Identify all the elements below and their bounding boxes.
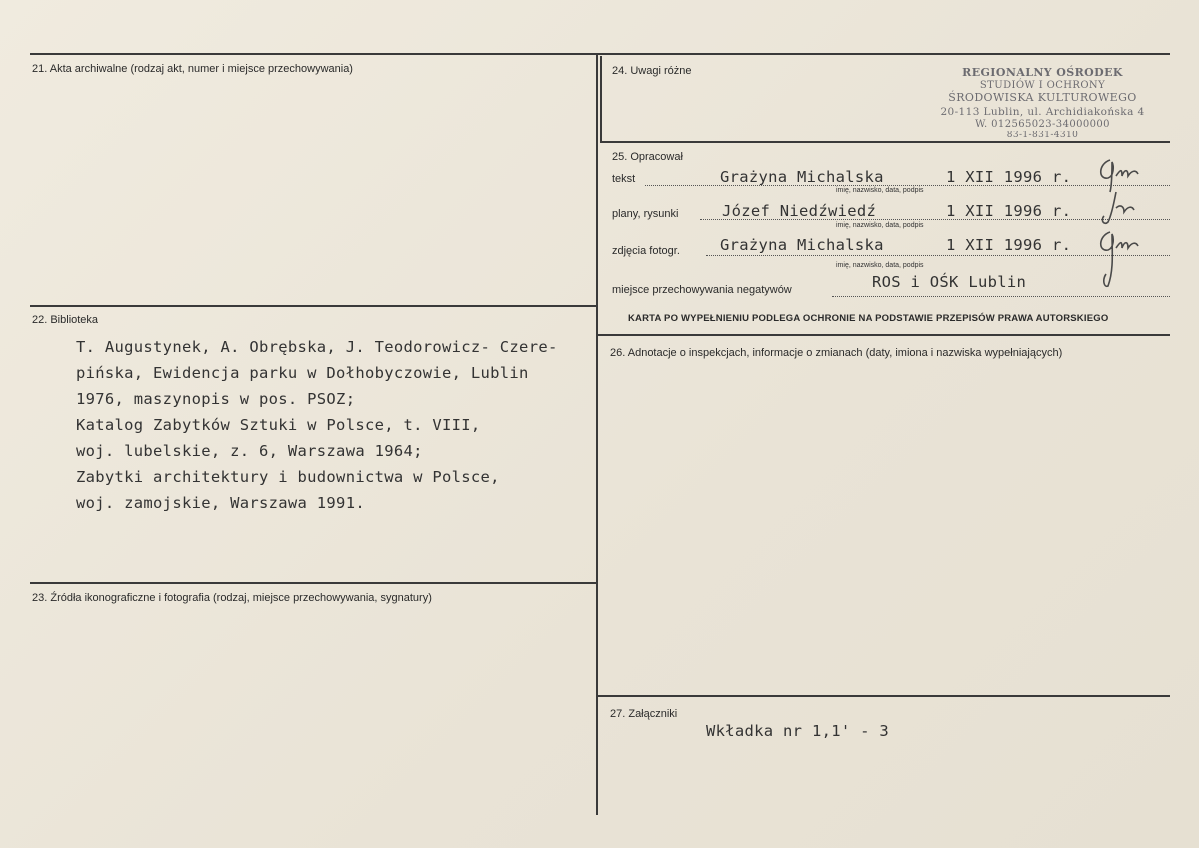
author-row-hint: imię, nazwisko, data, podpis: [836, 262, 924, 269]
signature-mark: [1094, 188, 1154, 228]
institution-stamp: [935, 66, 1150, 139]
stamp-line: 83-1-831-4310: [1006, 131, 1079, 139]
section-22-label: 22. Biblioteka: [32, 314, 99, 326]
rule-22-top: [30, 305, 598, 307]
rule-23-top: [30, 582, 598, 584]
author-row-label: zdjęcia fotogr.: [612, 245, 680, 257]
section-26-label: 26. Adnotacje o inspekcjach, informacje o zmianach (daty, imiona i nazwiska wypełniających): [610, 347, 1063, 359]
author-row-label: tekst: [612, 173, 636, 185]
copyright-notice: KARTA PO WYPEŁNIENIU PODLEGA OCHRONIE NA PODSTAWIE PRZEPISÓW PRAWA AUTORSKIEGO: [628, 313, 1109, 324]
right-block-edge: [600, 56, 602, 142]
author-row-name: Józef Niedźwiedź: [722, 202, 877, 220]
left-column-divider: [596, 53, 598, 815]
author-row-label: plany, rysunki: [612, 208, 679, 220]
stamp-line: STUDIÓW I OCHRONY: [979, 80, 1106, 91]
author-row-hint: imię, nazwisko, data, podpis: [836, 187, 924, 194]
bibliography-line: T. Augustynek, A. Obrębska, J. Teodorowicz- Czere-: [76, 338, 558, 356]
stamp-line: ŚRODOWISKA KULTUROWEGO: [948, 91, 1137, 104]
author-row-date: 1 XII 1996 r.: [946, 236, 1072, 254]
negatives-label: miejsce przechowywania negatywów: [612, 284, 792, 296]
top-rule: [30, 53, 1170, 55]
section-25-label: 25. Opracował: [612, 151, 683, 163]
author-row-date: 1 XII 1996 r.: [946, 168, 1072, 186]
signature-mark: [1092, 226, 1152, 290]
author-row-name: Grażyna Michalska: [720, 168, 884, 186]
bibliography-line: Zabytki architektury i budownictwa w Polsce,: [76, 468, 500, 486]
stamp-line: REGIONALNY OŚRODEK: [962, 66, 1123, 79]
rule-24-bottom: [600, 141, 1170, 143]
bibliography-line: Katalog Zabytków Sztuki w Polsce, t. VIII,: [76, 416, 481, 434]
author-row-name: Grażyna Michalska: [720, 236, 884, 254]
negatives-value: ROS i OŚK Lublin: [872, 273, 1027, 291]
negatives-line: [832, 296, 1170, 297]
section-23-label: 23. Źródła ikonograficzne i fotografia (rodzaj, miejsce przechowywania, sygnatury): [32, 592, 432, 604]
author-row-date: 1 XII 1996 r.: [946, 202, 1072, 220]
bibliography-line: woj. lubelskie, z. 6, Warszawa 1964;: [76, 442, 423, 460]
bibliography-line: 1976, maszynopis w pos. PSOZ;: [76, 390, 356, 408]
rule-26-top: [598, 334, 1170, 336]
stamp-line: W. 012565023-34000000: [975, 119, 1110, 130]
bibliography-line: pińska, Ewidencja parku w Dołhobyczowie, Lublin: [76, 364, 529, 382]
author-row-hint: imię, nazwisko, data, podpis: [836, 222, 924, 229]
section-27-label: 27. Załączniki: [610, 708, 678, 720]
section-21-label: 21. Akta archiwalne (rodzaj akt, numer i miejsce przechowywania): [32, 63, 353, 75]
rule-27-top: [598, 695, 1170, 697]
stamp-line: 20-113 Lublin, ul. Archidiakońska 4: [940, 106, 1145, 118]
attachments-value: Wkładka nr 1,1' - 3: [706, 722, 890, 740]
section-24-label: 24. Uwagi różne: [612, 65, 692, 77]
bibliography-line: woj. zamojskie, Warszawa 1991.: [76, 494, 365, 512]
